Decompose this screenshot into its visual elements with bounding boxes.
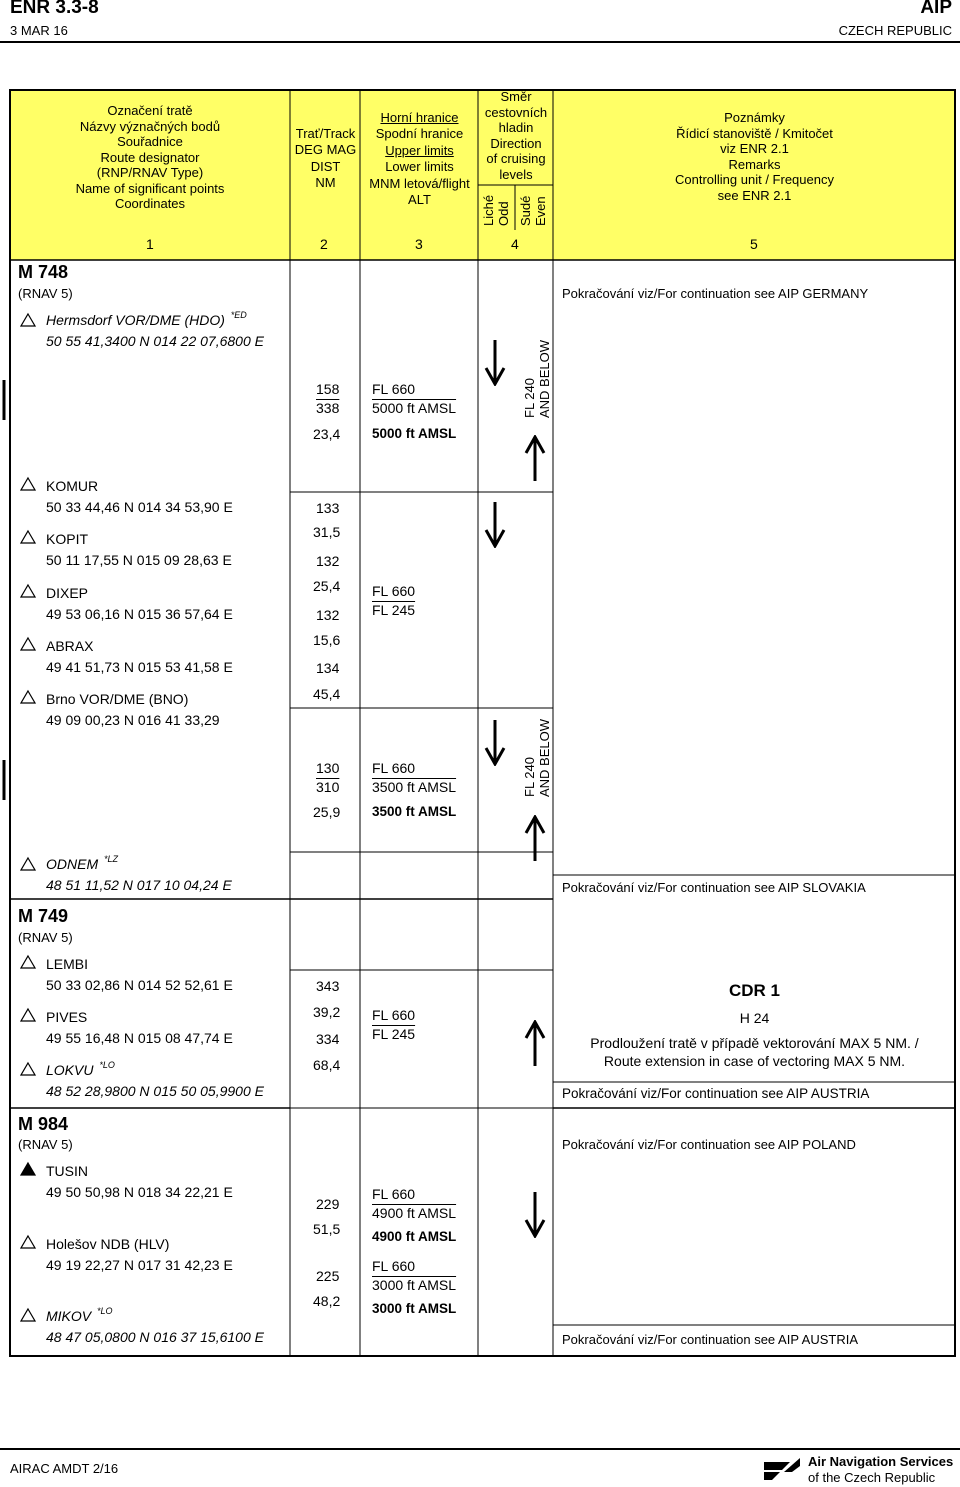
track-dixep: 132 [316,607,340,623]
level-line: FL 240 [522,757,537,797]
point-coord-lokvu: 48 52 28,9800 N 015 50 05,9900 E [46,1083,264,1099]
waypoint-triangle-icon [20,583,36,599]
arrow-down-icon [524,1190,546,1238]
point-name-kopit: KOPIT [46,531,89,547]
point-coord-brno: 49 09 00,23 N 016 41 33,29 [46,712,220,728]
upper-limit-s1: FL 660 [372,381,416,397]
arrow-up-icon [524,815,546,863]
waypoint-triangle-icon [20,1307,36,1323]
point-name-pives: PIVES [46,1009,88,1025]
waypoint-triangle-icon [20,312,36,328]
col4-line: of cruising [486,151,546,166]
col5-line: viz ENR 2.1 [720,141,789,156]
col4-line: cestovních [484,104,548,120]
logo-line-2: of the Czech Republic [808,1470,936,1485]
logo-line-1: Air Navigation Services [808,1454,954,1469]
col-number-5: 5 [750,236,758,252]
remark-continuation-austria-m984: Pokračování viz/For continuation see AIP AUSTRIA [562,1332,859,1347]
arrow-down-icon [484,500,506,548]
remark-route-extension-cz: Prodloužení tratě v případě vektorování MAX 5 NM. / [590,1035,919,1051]
even-header [518,196,548,226]
point-coord-dixep: 49 53 06,16 N 015 36 57,64 E [46,606,233,622]
col2-header [291,126,360,190]
footer-rule [0,1448,960,1450]
lower-limit-s1: 5000 ft AMSL [372,400,457,416]
col3-line: MNM letová/flight [369,176,470,191]
point-name-odnem [46,856,118,872]
point-coord-holesov: 49 19 22,27 N 017 31 42,23 E [46,1257,233,1273]
upper-limit-s3: FL 660 [372,760,416,776]
route-type-m984: (RNAV 5) [18,1137,73,1152]
odd-line: Liché [481,194,496,226]
col4-header [479,89,553,182]
remark-continuation-germany: Pokračování viz/For continuation see AIP GERMANY [562,286,869,301]
track-kopit: 132 [316,553,340,569]
compulsory-waypoint-triangle-icon [20,1161,36,1177]
dist-hlv-mikov: 48,2 [313,1293,341,1309]
route-type-m748: (RNAV 5) [18,286,73,301]
odd-header [481,195,511,226]
mnm-alt-m984-s1: 4900 ft AMSL [372,1229,457,1244]
point-coord-mikov: 48 47 05,0800 N 016 37 15,6100 E [46,1329,264,1345]
col2-line: Trať/Track [295,126,356,141]
waypoint-triangle-icon [20,856,36,872]
upper-limit-m984-s1: FL 660 [372,1186,416,1202]
dist-hdo-komur: 23,4 [313,426,341,442]
col1-line: Route designator [100,149,200,165]
waypoint-triangle-icon [20,476,36,492]
cdr-category: CDR 1 [728,981,780,1000]
arrow-up-icon [524,435,546,483]
point-name-lembi: LEMBI [46,956,89,972]
col1-line: Souřadnice [117,134,183,149]
point-name: LOKVU [46,1062,94,1078]
odd-line: Odd [496,201,511,226]
route-designator-m984: M 984 [18,1114,69,1134]
level-restriction-s1 [522,340,552,418]
point-name-lokvu [46,1062,115,1078]
dist-pives-lokvu: 68,4 [313,1057,341,1073]
waypoint-triangle-icon [20,954,36,970]
col-number-2: 2 [320,236,328,252]
remark-continuation-austria-m749: Pokračování viz/For continuation see AIP AUSTRIA [562,1086,870,1101]
even-line: Even [533,196,548,226]
col1-header [12,103,288,212]
waypoint-triangle-icon [20,1234,36,1250]
col-number-4: 4 [511,236,519,252]
cdr-time: H 24 [739,1010,770,1026]
lower-limit-m984-s1: 4900 ft AMSL [372,1205,457,1221]
point-coord-pives: 49 55 16,48 N 015 08 47,74 E [46,1030,233,1046]
level-line: AND BELOW [537,339,552,418]
track-bno-odnem-1: 130 [316,760,340,776]
point-coord-hermsdorf: 50 55 41,3400 N 014 22 07,6800 E [46,333,264,349]
country-name: CZECH REPUBLIC [838,23,952,38]
mnm-alt-s1: 5000 ft AMSL [372,426,457,441]
publication-name: AIP [920,0,952,18]
col2-line: DEG MAG [294,141,357,157]
waypoint-triangle-icon [20,1007,36,1023]
arrow-down-icon [484,338,506,386]
col4-line: Směr [500,89,532,104]
dist-bno-odnem: 25,9 [313,804,341,820]
lower-limit-s2: FL 245 [372,602,416,618]
lower-limit-m984-s2: 3000 ft AMSL [372,1277,457,1293]
dist-dixep-abrax: 15,6 [313,632,341,648]
dist-komur-kopit: 31,5 [313,524,341,540]
col2-line: DIST [310,159,341,174]
col5-line: Řídicí stanoviště / Kmitočet [676,125,833,141]
point-name-holesov: Holešov NDB (HLV) [46,1236,170,1252]
point-name-tusin: TUSIN [46,1163,88,1179]
point-name-mikov [46,1308,113,1324]
col1-line: (RNP/RNAV Type) [96,165,204,180]
point-mark: *LO [97,1306,113,1316]
waypoint-triangle-icon [20,636,36,652]
point-name-abrax: ABRAX [46,638,94,654]
col1-line: Name of significant points [75,180,225,196]
point-mark: *ED [230,310,247,320]
col-number-1: 1 [146,236,154,252]
dist-tusin-hlv: 51,5 [313,1221,341,1237]
waypoint-triangle-icon [20,689,36,705]
waypoint-triangle-icon [20,1061,36,1077]
mnm-alt-s3: 3500 ft AMSL [372,804,457,819]
point-name-brno: Brno VOR/DME (BNO) [46,691,189,707]
effective-date: 3 MAR 16 [10,23,68,38]
point-coord-kopit: 50 11 17,55 N 015 09 28,63 E [46,552,232,568]
dist-lembi-pives: 39,2 [313,1004,341,1020]
col1-line: Označení tratě [107,103,193,118]
col3-line: Lower limits [385,158,454,174]
col5-line: Poznámky [724,110,785,125]
point-coord-komur: 50 33 44,46 N 014 34 53,90 E [46,499,233,515]
point-name-hermsdorf [46,312,247,328]
mnm-alt-m984-s2: 3000 ft AMSL [372,1301,457,1316]
upper-limit-m984-s2: FL 660 [372,1258,416,1274]
col5-header [554,110,955,203]
even-line: Sudé [518,195,533,226]
point-coord-tusin: 49 50 50,98 N 018 34 22,21 E [46,1184,233,1200]
col2-line: NM [315,174,336,190]
section-number: ENR 3.3-8 [10,0,99,18]
col3-line: Upper limits [385,143,454,158]
point-coord-odnem: 48 51 11,52 N 017 10 04,24 E [46,877,232,893]
col4-line: Direction [490,135,542,151]
level-line: AND BELOW [537,718,552,797]
dist-kopit-dixep: 25,4 [313,578,341,594]
remark-continuation-poland: Pokračování viz/For continuation see AIP POLAND [562,1137,856,1152]
lower-limit-s3: 3500 ft AMSL [372,779,457,795]
col3-line: ALT [408,191,431,207]
route-type-m749: (RNAV 5) [18,930,73,945]
col5-line: Controlling unit / Frequency [675,172,834,187]
level-restriction-s3 [522,719,552,797]
route-designator-m749: M 749 [18,906,69,926]
arrow-down-icon [484,718,506,766]
airac-amendment: AIRAC AMDT 2/16 [10,1461,119,1476]
col4-line: levels [499,166,533,182]
col3-line: Horní hranice [380,110,459,125]
point-name: Hermsdorf VOR/DME (HDO) [46,312,225,328]
col5-line: see ENR 2.1 [717,187,792,203]
dist-abrax-bno: 45,4 [313,686,341,702]
lower-limit-m749: FL 245 [372,1026,416,1042]
ans-logo [762,1455,954,1485]
track-tusin: 229 [316,1196,340,1212]
point-name-komur: KOMUR [46,478,99,494]
track-hdo-komur-2: 338 [316,400,340,416]
remark-route-extension-en: Route extension in case of vectoring MAX 5 NM. [603,1053,906,1069]
route-designator-m748: M 748 [18,262,69,282]
track-hlv: 225 [316,1268,340,1284]
track-lembi: 343 [316,978,340,994]
track-komur: 133 [316,500,340,516]
level-line: FL 240 [522,378,537,418]
col-number-3: 3 [415,236,423,252]
remark-continuation-slovakia: Pokračování viz/For continuation see AIP SLOVAKIA [562,880,866,895]
point-name: ODNEM [46,856,99,872]
point-name-dixep: DIXEP [46,585,89,601]
track-pives: 334 [316,1031,340,1047]
point-mark: *LZ [104,854,119,864]
track-hdo-komur-1: 158 [316,381,340,397]
point-coord-lembi: 50 33 02,86 N 014 52 52,61 E [46,977,233,993]
point-coord-abrax: 49 41 51,73 N 015 53 41,58 E [46,659,233,675]
col3-header [361,110,478,207]
track-abrax: 134 [316,660,340,676]
waypoint-triangle-icon [20,529,36,545]
point-name: MIKOV [46,1308,92,1324]
col3-line: Spodní hranice [375,125,464,141]
col1-line: Názvy význačných bodů [79,118,221,134]
upper-limit-m749: FL 660 [372,1007,416,1023]
ans-logo-mark-icon [762,1456,802,1484]
col4-line: hladin [498,120,534,135]
upper-limit-s2: FL 660 [372,583,416,599]
arrow-up-icon [524,1020,546,1068]
col1-line: Coordinates [114,196,186,211]
track-bno-odnem-2: 310 [316,779,340,795]
col5-line: Remarks [728,156,781,172]
point-mark: *LO [99,1060,115,1070]
